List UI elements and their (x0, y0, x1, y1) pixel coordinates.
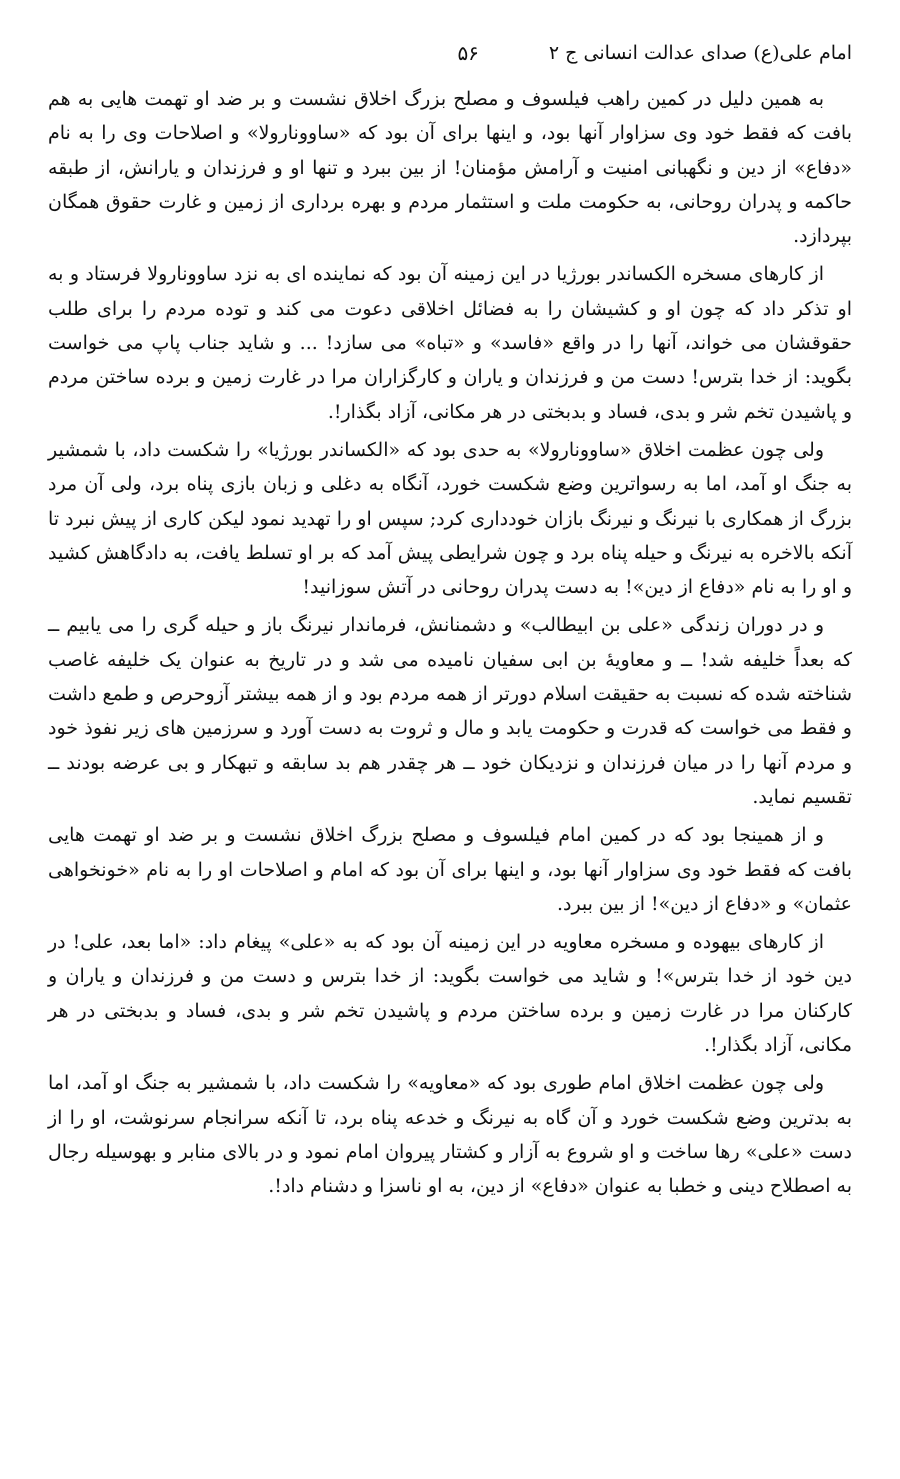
paragraph: به همین دلیل در کمین راهب فیلسوف و مصلح بزرگ اخلاق نشست و بر ضد او تهمت هایی به هم بافت که فقط خود وی سزاوار آنها بود، و اینها برای آن بود که «ساوونارولا» و اصلاحات وی را به نام «دفاع» از دین و نگهبانی امنیت و آرامش مؤمنان! از بین ببرد و تنها او و فرزندان و یارانش، از طبقه حاکمه و پدران روحانی، به حکومت ملت و استثمار مردم و بهره برداری از زمین و غارت حقوق همگان بپردازد. (48, 88, 852, 248)
paragraph: از کارهای مسخره الکساندر بورژیا در این زمینه آن بود که نماینده ای به نزد ساوونارولا فرستاد و به او تذکر داد که چون او و کشیشان را به فضائل اخلاقی دعوت می کند و توده مردم را برای طلب حقوقشان می خواند، آنها را در واقع «فاسد» و «تباه» می سازد! ... و شاید جناب پاپ می خواست بگوید: از خدا بترس! دست من و فرزندان و یاران و کارگزاران مرا در غارت زمین و برده ساختن مردم و پاشیدن تخم شر و بدی، فساد و بدبختی در هر مکانی، آزاد بگذار!. (48, 263, 852, 423)
page-header (48, 38, 852, 68)
body-text (48, 82, 852, 1208)
paragraph: ولی چون عظمت اخلاق امام طوری بود که «معاویه» را شکست داد، با شمشیر به جنگ او آمد، اما به بدترین وضع شکست خورد و آن گاه به نیرنگ و خدعه پناه برد، تا آنکه سرانجام سرنوشت، او را از دست «علی» رها ساخت و او شروع به آزار و کشتار پیروان امام نمود و در بالای منابر و بهوسیله رجال به اصطلاح دینی و خطبا به عنوان «دفاع» از دین، به او ناسزا و دشنام داد!. (48, 1072, 852, 1198)
paragraph: و از همینجا بود که در کمین امام فیلسوف و مصلح بزرگ اخلاق نشست و بر ضد او تهمت هایی بافت که فقط خود وی سزاوار آنها بود، و اینها برای آن بود که امام و اصلاحات او را به نام «خونخواهی عثمان» و «دفاع از دین»! از بین ببرد. (48, 824, 852, 915)
paragraph: ولی چون عظمت اخلاق «ساوونارولا» به حدی بود که «الکساندر بورژیا» را شکست داد، با شمشیر به جنگ او آمد، اما به رسواترین وضع شکست خورد، آنگاه به دغلی و زبان بازی پناه برد، ولی آن مرد بزرگ از همکاری با نیرنگ و نیرنگ بازان خودداری کرد; سپس او را تهدید نمود لیکن کاری از پیش نبرد تا آنکه بالاخره به نیرنگ و حیله پناه برد و چون شرایطی پیش آمد که بر او تسلط یافت، به دادگاهش کشید و او را به نام «دفاع از دین»! به دست پدران روحانی در آتش سوزانید! (48, 438, 852, 599)
running-head-title: امام علی(ع) صدای عدالت انسانی ج ۲ (548, 42, 852, 64)
page-number: ۵۶ (457, 41, 479, 65)
paragraph: از کارهای بیهوده و مسخره معاویه در این زمینه آن بود که به «علی» پیغام داد: «اما بعد، علی! در دین خود از خدا بترس»! و شاید می خواست بگوید: از خدا بترس و دست من و فرزندان و یاران و کارکنان مرا در غارت زمین و برده ساختن مردم و پاشیدن تخم شر و بدی، فساد و بدبختی در هر مکانی، آزاد بگذار!. (48, 931, 853, 1057)
paragraph: و در دوران زندگی «علی بن ابیطالب» و دشمنانش، فرماندار نیرنگ باز و حیله گری را می یابیم ــ که بعداً خلیفه شد! ــ و معاویهٔ بن ابی سفیان نامیده می شد و در تاریخ به عنوان یک خلیفه غاصب شناخته شده که نسبت به حقیقت اسلام دورتر از همه مردم بود و از همه بیشتر آزوحرص و طمع داشت و فقط می خواست که قدرت و حکومت یابد و مال و ثروت به دست آورد و سرزمین های زیر نفوذ خود و مردم آنها را در میان فرزندان و نزدیکان خود ــ هر چقدر هم بد سابقه و تبهکار و بی عرضه بودند ــ تقسیم نماید. (48, 614, 852, 808)
